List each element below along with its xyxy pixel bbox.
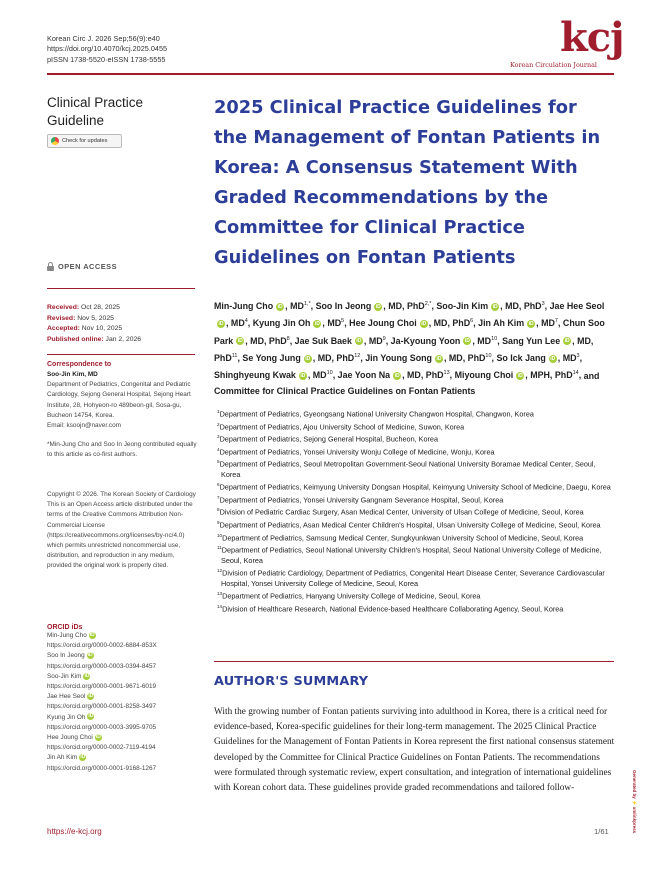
- author: So Ick Jang iD , $MD^3$,: [496, 353, 583, 364]
- author: Jae Suk Baek iD , $MD^9$,: [294, 335, 391, 346]
- affiliation-item: $^{13}$Department of Pediatrics, Hanyang University College of Medicine, Seoul, Korea: [217, 590, 481, 601]
- check-updates-button[interactable]: [47, 134, 122, 148]
- article-category: Clinical Practice Guideline: [47, 95, 144, 128]
- author: Jae Yoon Na iD , MD, PhD$^{13}$,: [337, 370, 455, 381]
- article-dates: [47, 303, 141, 345]
- author: Soo In Jeong iD , MD, PhD$^{2,*}$,: [315, 300, 437, 311]
- orcid-entry-name: Min-Jung Cho iD: [47, 631, 95, 639]
- affiliation-list: [214, 407, 616, 614]
- summary-heading: AUTHOR'S SUMMARY: [214, 674, 369, 689]
- affiliation-item: $^9$Department of Pediatrics, Asan Medical Center Children's Hospital, Ulsan University College of Medicine, Seoul, Korea: [217, 520, 601, 530]
- journal-name: Korean Circulation Journal: [510, 61, 597, 69]
- affiliation-item: $^6$Department of Pediatrics, Keimyung University Dongsan Hospital, Keimyung University School of Medicine, Daegu, Korea: [217, 482, 611, 492]
- affiliation-item: $^4$Department of Pediatrics, Yonsei University Wonju College of Medicine, Wonju, Korea: [217, 446, 495, 457]
- sidebar-divider: [47, 288, 195, 289]
- orcid-icon[interactable]: iD: [421, 321, 427, 327]
- author: Min-Jung Cho iD , $MD^{1,*}$,: [214, 300, 316, 311]
- affiliation-item: $^5$Department of Pediatrics, Seoul Metropolitan Government-Seoul National University Boramae Medical Center, Seoul, Korea: [217, 459, 596, 480]
- orcid-icon[interactable]: iD: [314, 321, 320, 327]
- orcid-icon[interactable]: iD: [218, 321, 224, 327]
- orcid-icon[interactable]: iD: [550, 355, 556, 362]
- license-text: This is an Open Access article distributed under the terms of the Creative Commons Attribution Non-Commercial License (https://creativecommons.org/licenses/by-nc/4.0) which permits unrestricted noncommercial use, distribution, and reproduction in any medium, provided the original work is properly cited.: [47, 501, 193, 570]
- orcid-icon[interactable]: iD: [237, 338, 243, 345]
- orcid-block: [47, 624, 197, 774]
- affiliation-item: $^3$Department of Pediatrics, Sejong General Hospital, Bucheon, Korea: [217, 434, 438, 444]
- author: Jin Young Song iD , MD, PhD$^{10}$,: [365, 353, 497, 364]
- page-number: 1/61: [594, 827, 609, 836]
- logo-text: kcj: [560, 14, 624, 61]
- orcid-entry-name: Soo-Jin Kim iD: [47, 672, 90, 680]
- correspondence-address: Department of Pediatrics, Congenital and Pediatric Cardiology, Sejong General Hospital, Sejong Heart Institute, 28, Hohyeon-ro 489beon-gil, Sosa-gu, Bucheon 14754, Korea.: [47, 381, 191, 419]
- orcid-url[interactable]: https://orcid.org/0000-0001-8258-3497: [47, 703, 157, 711]
- author: Miyoung Choi iD , MPH, PhD$^{14}$,: [454, 370, 584, 381]
- orcid-icon[interactable]: iD: [394, 373, 400, 380]
- orcid-icon[interactable]: iD: [436, 355, 442, 362]
- orcid-icon[interactable]: iD: [87, 652, 93, 659]
- date-revised: Revised: Nov 5, 2025: [47, 314, 114, 322]
- orcid-icon[interactable]: iD: [356, 338, 362, 345]
- crossmark-icon: [51, 137, 59, 145]
- orcid-icon[interactable]: iD: [464, 338, 470, 345]
- orcid-entry-name: Jin Ah Kim iD: [47, 754, 86, 762]
- orcid-icon[interactable]: iD: [564, 338, 570, 345]
- generator-credit: Generated by ⚡ xmlinkpress: [632, 770, 637, 834]
- affiliation-item: $^{11}$Department of Pediatrics, Seoul National University Children's Hospital, Seoul National University College of Medicine, Seoul, Korea: [217, 545, 602, 565]
- issn: pISSN 1738-5520·eISSN 1738-5555: [47, 54, 166, 64]
- correspondence-block: [47, 361, 197, 461]
- author-list: [214, 297, 616, 399]
- orcid-icon[interactable]: iD: [517, 373, 523, 380]
- date-published: Published online: Jan 2, 2026: [47, 335, 142, 343]
- author: Ja-Kyoung Yoon iD , MD$^{10}$,: [390, 335, 503, 346]
- orcid-url[interactable]: https://orcid.org/0000-0002-6884-853X: [47, 642, 157, 650]
- sidebar-divider: [47, 354, 195, 355]
- doi-link[interactable]: https://doi.org/10.4070/kcj.2025.0455: [47, 44, 168, 54]
- author: Chun Soo Park iD , MD, PhD$^8$,: [214, 318, 605, 346]
- orcid-icon[interactable]: iD: [492, 303, 498, 310]
- orcid-entry-name: Jae Hee Seol iD: [47, 693, 94, 701]
- author: Sang Yun Lee iD , MD, PhD$^{11}$,: [214, 335, 594, 364]
- author: Se Yong Jung iD , MD, PhD$^{12}$,: [242, 353, 366, 364]
- copyright-line: Copyright © 2026. The Korean Society of Cardiology: [47, 491, 196, 498]
- authors-tail: and Committee for Clinical Practice Guidelines on Fontan Patients: [214, 370, 600, 396]
- author: Jin Ah Kim iD , $MD^7$,: [478, 318, 563, 329]
- affiliation-item: $^8$Division of Pediatric Cardiac Surgery, Asan Medical Center, University of Ulsan College of Medicine, Seoul, Korea: [217, 507, 584, 517]
- orcid-url[interactable]: https://orcid.org/0000-0001-9168-1267: [47, 764, 157, 772]
- orcid-url[interactable]: https://orcid.org/0000-0003-0394-8457: [47, 662, 157, 670]
- orcid-icon[interactable]: iD: [300, 373, 306, 380]
- summary-divider: [214, 661, 614, 662]
- citation: Korean Circ J. 2026 Sep;56(9):e40: [47, 34, 160, 43]
- header-divider: [47, 73, 614, 75]
- orcid-icon[interactable]: iD: [80, 754, 86, 761]
- affiliation-item: $^{12}$Division of Pediatric Cardiology, Department of Pediatrics, Congenital Heart Disease Center, Severance Cardiovascular Hospital, Yonsei University College of Medicine, Seoul, Korea: [217, 568, 605, 588]
- affiliation-item: $^{10}$Department of Pediatrics, Samsung Medical Center, Sungkyunkwan University School of Medicine, Seoul, Korea: [217, 532, 584, 543]
- orcid-icon[interactable]: iD: [89, 631, 95, 638]
- author: Hee Joung Choi iD , MD, PhD$^6$,: [349, 318, 479, 329]
- affiliation-item: $^1$Department of Pediatrics, Gyeongsang National University Changwon Hospital, Changwon, Korea: [217, 409, 534, 419]
- author: Soo-Jin Kim iD , MD, PhD$^3$,: [436, 300, 550, 311]
- correspondence-heading: Correspondence to: [47, 361, 112, 368]
- orcid-url[interactable]: https://orcid.org/0000-0003-3995-9705: [47, 723, 157, 731]
- copyright-block: [47, 490, 197, 572]
- author: Jae Hee SeoliD , $MD^4$,: [218, 300, 605, 329]
- kcj-logo: [560, 14, 624, 64]
- orcid-icon[interactable]: iD: [375, 303, 381, 310]
- affiliation-item: $^{14}$Division of Healthcare Research, National Evidence-based Healthcare Collaborating Agency, Seoul, Korea: [217, 603, 564, 613]
- orcid-icon[interactable]: iD: [88, 693, 94, 700]
- orcid-icon[interactable]: iD: [305, 355, 311, 362]
- header-meta: [47, 34, 167, 65]
- open-lock-icon: [47, 262, 54, 271]
- correspondence-name: Soo-Jin Kim, MD: [47, 371, 98, 378]
- journal-website-link[interactable]: https://e-kcj.org: [47, 827, 102, 836]
- orcid-heading: ORCID iDs: [47, 624, 83, 631]
- orcid-entry-name: Hee Joung Choi iD: [47, 733, 101, 742]
- author: Shinghyeung Kwak iD , MD$^{10}$,: [214, 370, 338, 381]
- open-access-badge: [47, 262, 117, 271]
- check-updates-label: Check for updates: [62, 138, 108, 144]
- orcid-list: [47, 631, 197, 774]
- co-first-note: *Min-Jung Cho and Soo In Jeong contributed equally to this article as co-first authors.: [47, 441, 197, 459]
- affiliation-item: $^2$Department of Pediatrics, Ajou University School of Medicine, Suwon, Korea: [217, 421, 465, 432]
- orcid-icon[interactable]: iD: [277, 303, 283, 310]
- orcid-icon[interactable]: iD: [84, 672, 90, 679]
- orcid-icon[interactable]: iD: [88, 713, 94, 720]
- affiliation-item: $^7$Department of Pediatrics, Yonsei University Gangnam Severance Hospital, Seoul, Korea: [217, 494, 504, 505]
- orcid-entry-name: Kyung Jin Oh iD: [47, 713, 94, 721]
- date-accepted: Accepted: Nov 10, 2025: [47, 325, 123, 333]
- article-title: 2025 Clinical Practice Guidelines for the Management of Fontan Patients in Korea: A Consensus Statement With Graded Recommendations by the Committee for Clinical Practice Guidelines on Fontan Patients: [214, 97, 601, 268]
- date-received: Received: Oct 28, 2025: [47, 304, 120, 311]
- orcid-url[interactable]: https://orcid.org/0000-0002-7119-4194: [47, 744, 156, 752]
- orcid-url[interactable]: https://orcid.org/0000-0001-9671-6019: [47, 683, 157, 691]
- correspondence-email[interactable]: Email: ksoojn@naver.com: [47, 422, 121, 430]
- orcid-entry-name: Soo In Jeong iD: [47, 652, 93, 660]
- open-access-label: OPEN ACCESS: [58, 262, 118, 271]
- orcid-icon[interactable]: iD: [528, 321, 534, 327]
- orcid-icon[interactable]: iD: [95, 733, 101, 740]
- summary-text: With the growing number of Fontan patients surviving into adulthood in Korea, there is a critical need for evidence-based, Korea-specific guidelines for their long-term management. The 2025 Clinical Practice Guidelines for the Management of Fontan Patients in Korea represent the first national consensus statement developed by the Committee for Clinical Practice Guidelines on Fontan Patients. The recommendations were formulated through systematic review, expert consultation, and integration of international guidelines with Korean cohort data. These guidelines provide graded recommendations and tailored follow-: [214, 707, 615, 794]
- author: Kyung Jin Oh iD , $MD^5$,: [252, 318, 350, 329]
